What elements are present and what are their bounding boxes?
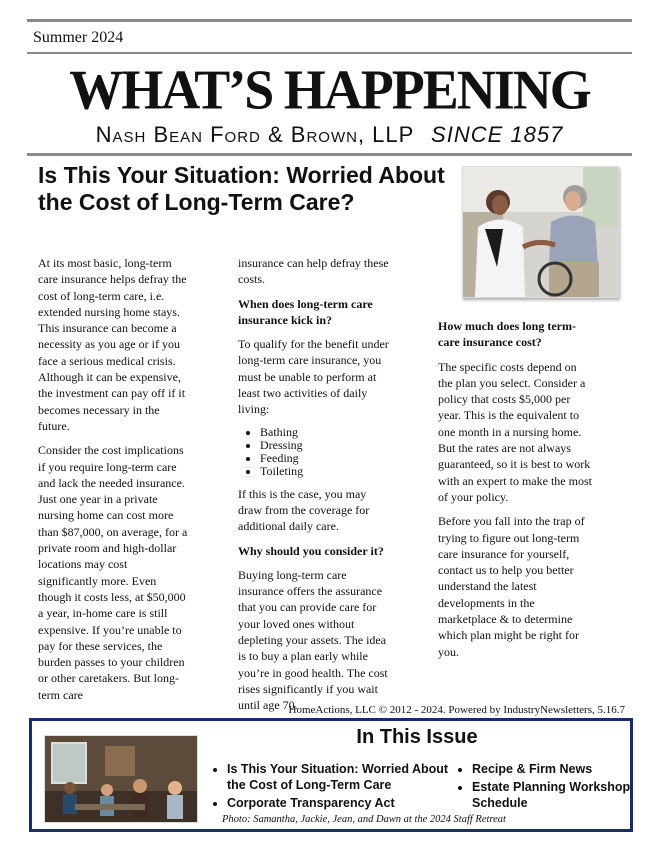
issue-item[interactable]: • Recipe & Firm News <box>472 761 652 777</box>
paragraph: Consider the cost implications if you require long-term care and lack the needed insurance. Just one year in a private nursing home can cost more than $87,000, on average, for a private room and high-dollar locations may cost significantly more. Even though it costs less, at $50,000 a year, in-home care is still expensive. If you’re unable to pay for these services, the burden passes to your children or other caretakers. But long-term care <box>38 443 188 702</box>
staff-retreat-illustration <box>45 736 197 822</box>
photo-caption: Photo: Samantha, Jackie, Jean, and Dawn at the 2024 Staff Retreat <box>222 814 506 825</box>
article-column-2 <box>238 255 390 722</box>
staff-retreat-photo <box>44 735 198 823</box>
article-headline: Is This Your Situation: Worried About the Cost of Long-Term Care? <box>38 162 445 215</box>
issue-season: Summer 2024 <box>33 29 124 46</box>
paragraph: To qualify for the benefit under long-term care insurance, you must be unable to perform at least two activities of daily living: <box>238 337 389 417</box>
article-column-3 <box>438 318 593 668</box>
paragraph: At its most basic, long-term care insurance helps defray the cost of long-term care, i.e. extended nursing home stays. This insurance can become a necessity as you age or if you face a serious medical crisis. Although it can be expensive, the investment can pay off if it becomes necessary in the future. <box>38 256 187 433</box>
section-heading: How much does long term-care insurance cost? <box>438 319 576 350</box>
list-item: • Dressing <box>260 439 390 452</box>
paragraph: insurance can help defray these costs. <box>238 256 389 287</box>
masthead-title: WHAT’S HAPPENING <box>69 58 590 122</box>
paragraph: Before you fall into the trap of trying to figure out long-term care insurance for yourself, contact us to help you better understand the latest developments in the marketplace & to determine which plan might be right for you. <box>438 514 585 659</box>
paragraph: If this is the case, you may draw from the coverage for additional daily care. <box>238 486 370 534</box>
paragraph: Buying long-term care insurance offers the assurance that you can provide care for your loved ones without depleting your assets. The idea is to buy a plan early while you’re in good health. The cost rises significantly if you wait until age 70. <box>238 567 388 713</box>
section-heading: When does long-term care insurance kick in? <box>238 296 373 327</box>
issue-item[interactable]: • Corporate Transparency Act <box>227 795 457 811</box>
list-item: • Toileting <box>260 465 390 478</box>
top-rule <box>27 19 632 22</box>
masthead-rule <box>27 153 632 156</box>
footer-credit: HomeActions, LLC © 2012 - 2024. Powered by IndustryNewsletters, 5.16.7 <box>288 704 625 716</box>
caregiver-illustration <box>463 167 618 297</box>
issue-item[interactable]: • Estate Planning Workshop Schedule <box>472 779 652 811</box>
caregiver-photo <box>462 166 619 298</box>
since-year: SINCE 1857 <box>431 122 564 147</box>
list-item: • Feeding <box>260 452 390 465</box>
issue-list-left <box>209 761 457 813</box>
section-heading: Why should you consider it? <box>238 543 384 558</box>
paragraph: The specific costs depend on the plan you select. Consider a policy that costs $5,000 per year. This is the equivalent to one month in a nursing home. But the rates are not always guaranteed, so it is best to work with an expert to make the most of your policy. <box>438 359 592 504</box>
in-this-issue-box <box>29 718 633 832</box>
firm-line <box>27 122 632 148</box>
daily-activities-list <box>238 426 390 478</box>
in-this-issue-title: In This Issue <box>356 726 478 748</box>
header-rule <box>27 52 632 54</box>
firm-name: Nash Bean Ford & Brown, LLP <box>95 122 414 147</box>
list-item: • Bathing <box>260 426 390 439</box>
article-column-1 <box>38 255 190 711</box>
issue-item[interactable]: • Is This Your Situation: Worried About the Cost of Long-Term Care <box>227 761 457 793</box>
issue-list-right <box>454 761 652 813</box>
